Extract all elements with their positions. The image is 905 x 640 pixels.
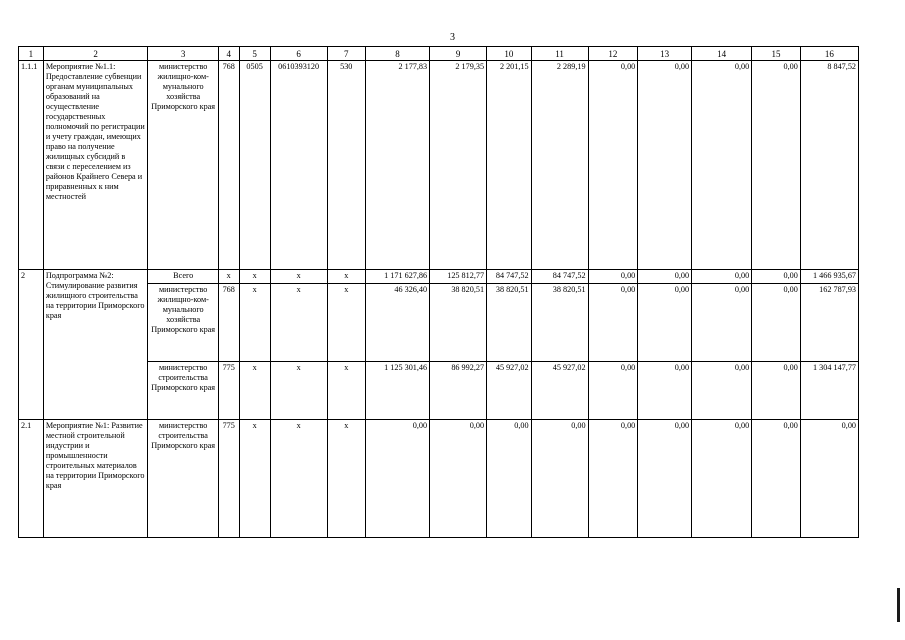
- header-cell: 6: [270, 47, 327, 61]
- cell: 1 466 935,67: [800, 270, 858, 284]
- header-cell: 5: [239, 47, 270, 61]
- cell: x: [239, 362, 270, 420]
- cell: 0,00: [752, 420, 801, 538]
- cell: 0,00: [588, 420, 638, 538]
- cell: 0,00: [588, 362, 638, 420]
- row-title: Мероприятие №1: Развитие местной строительной индустрии и промышленности строительных материалов на территории Приморского края: [43, 420, 148, 538]
- cell: 0,00: [638, 362, 692, 420]
- row-executor: Всего: [148, 270, 218, 284]
- table-row: [19, 420, 859, 538]
- budget-table: [18, 46, 859, 538]
- cell: 0,00: [638, 284, 692, 362]
- cell: 0,00: [487, 420, 532, 538]
- cell: 0,00: [800, 420, 858, 538]
- cell: 0,00: [752, 362, 801, 420]
- cell: 0,00: [752, 284, 801, 362]
- cell: x: [327, 420, 365, 538]
- cell: 125 812,77: [430, 270, 487, 284]
- table-row: [19, 61, 859, 270]
- cell: 0,00: [588, 61, 638, 270]
- cell: 0,00: [692, 420, 752, 538]
- cell: 0,00: [692, 270, 752, 284]
- cell: 0,00: [752, 270, 801, 284]
- cell: 0,00: [531, 420, 588, 538]
- header-cell: 12: [588, 47, 638, 61]
- cell: 768: [218, 61, 239, 270]
- row-executor: министерство жилищно-ком-мунального хозяйства Приморского края: [148, 284, 218, 362]
- cell: 1 125 301,46: [365, 362, 429, 420]
- cell: 8 847,52: [800, 61, 858, 270]
- scan-edge-mark: [897, 588, 900, 622]
- row-number: 2: [19, 270, 44, 420]
- cell: x: [327, 284, 365, 362]
- header-cell: 1: [19, 47, 44, 61]
- header-cell: 7: [327, 47, 365, 61]
- cell: 0,00: [365, 420, 429, 538]
- cell: 38 820,51: [487, 284, 532, 362]
- cell: 2 201,15: [487, 61, 532, 270]
- cell: 45 927,02: [531, 362, 588, 420]
- cell: x: [239, 270, 270, 284]
- cell: 0,00: [692, 61, 752, 270]
- cell: 775: [218, 362, 239, 420]
- header-cell: 8: [365, 47, 429, 61]
- cell: x: [270, 284, 327, 362]
- cell: x: [327, 270, 365, 284]
- cell: 0,00: [692, 362, 752, 420]
- cell: x: [327, 362, 365, 420]
- row-executor: министерство строительства Приморского края: [148, 362, 218, 420]
- cell: x: [218, 270, 239, 284]
- row-executor: министерство жилищно-ком-мунального хозяйства Приморского края: [148, 61, 218, 270]
- cell: 530: [327, 61, 365, 270]
- cell: x: [270, 420, 327, 538]
- header-cell: 14: [692, 47, 752, 61]
- row-number: 1.1.1: [19, 61, 44, 270]
- cell: x: [270, 270, 327, 284]
- cell: 2 177,83: [365, 61, 429, 270]
- cell: 0,00: [638, 420, 692, 538]
- row-title: Подпрограмма №2: Стимулирование развития жилищного строительства на территории Приморского края: [43, 270, 148, 420]
- cell: 1 304 147,77: [800, 362, 858, 420]
- header-cell: 4: [218, 47, 239, 61]
- header-cell: 13: [638, 47, 692, 61]
- row-title: Мероприятие №1.1: Предоставление субвенции органам муниципальных образований на осуществление государственных полномочий по регистрации и учету граждан, имеющих право на получение жилищных субсидий в связи с переселением из районов Крайнего Севера и приравненных к ним местностей: [43, 61, 148, 270]
- cell: 38 820,51: [430, 284, 487, 362]
- header-cell: 15: [752, 47, 801, 61]
- header-cell: 9: [430, 47, 487, 61]
- cell: 0,00: [588, 270, 638, 284]
- cell: 775: [218, 420, 239, 538]
- cell: 84 747,52: [531, 270, 588, 284]
- cell: 2 289,19: [531, 61, 588, 270]
- table-row: [19, 270, 859, 284]
- cell: 1 171 627,86: [365, 270, 429, 284]
- table-header-row: [19, 47, 859, 61]
- row-executor: министерство строительства Приморского края: [148, 420, 218, 538]
- header-cell: 11: [531, 47, 588, 61]
- cell: 2 179,35: [430, 61, 487, 270]
- cell: 0505: [239, 61, 270, 270]
- cell: 0,00: [638, 270, 692, 284]
- cell: 0,00: [638, 61, 692, 270]
- cell: 0,00: [430, 420, 487, 538]
- header-cell: 16: [800, 47, 858, 61]
- row-number: 2.1: [19, 420, 44, 538]
- cell: 46 326,40: [365, 284, 429, 362]
- page-number: 3: [450, 32, 455, 43]
- cell: 86 992,27: [430, 362, 487, 420]
- cell: 162 787,93: [800, 284, 858, 362]
- header-cell: 3: [148, 47, 218, 61]
- cell: x: [239, 420, 270, 538]
- cell: 0,00: [752, 61, 801, 270]
- cell: x: [239, 284, 270, 362]
- cell: 0,00: [692, 284, 752, 362]
- cell: 768: [218, 284, 239, 362]
- header-cell: 2: [43, 47, 148, 61]
- cell: 38 820,51: [531, 284, 588, 362]
- cell: x: [270, 362, 327, 420]
- cell: 45 927,02: [487, 362, 532, 420]
- cell: 84 747,52: [487, 270, 532, 284]
- header-cell: 10: [487, 47, 532, 61]
- cell: 0,00: [588, 284, 638, 362]
- cell: 0610393120: [270, 61, 327, 270]
